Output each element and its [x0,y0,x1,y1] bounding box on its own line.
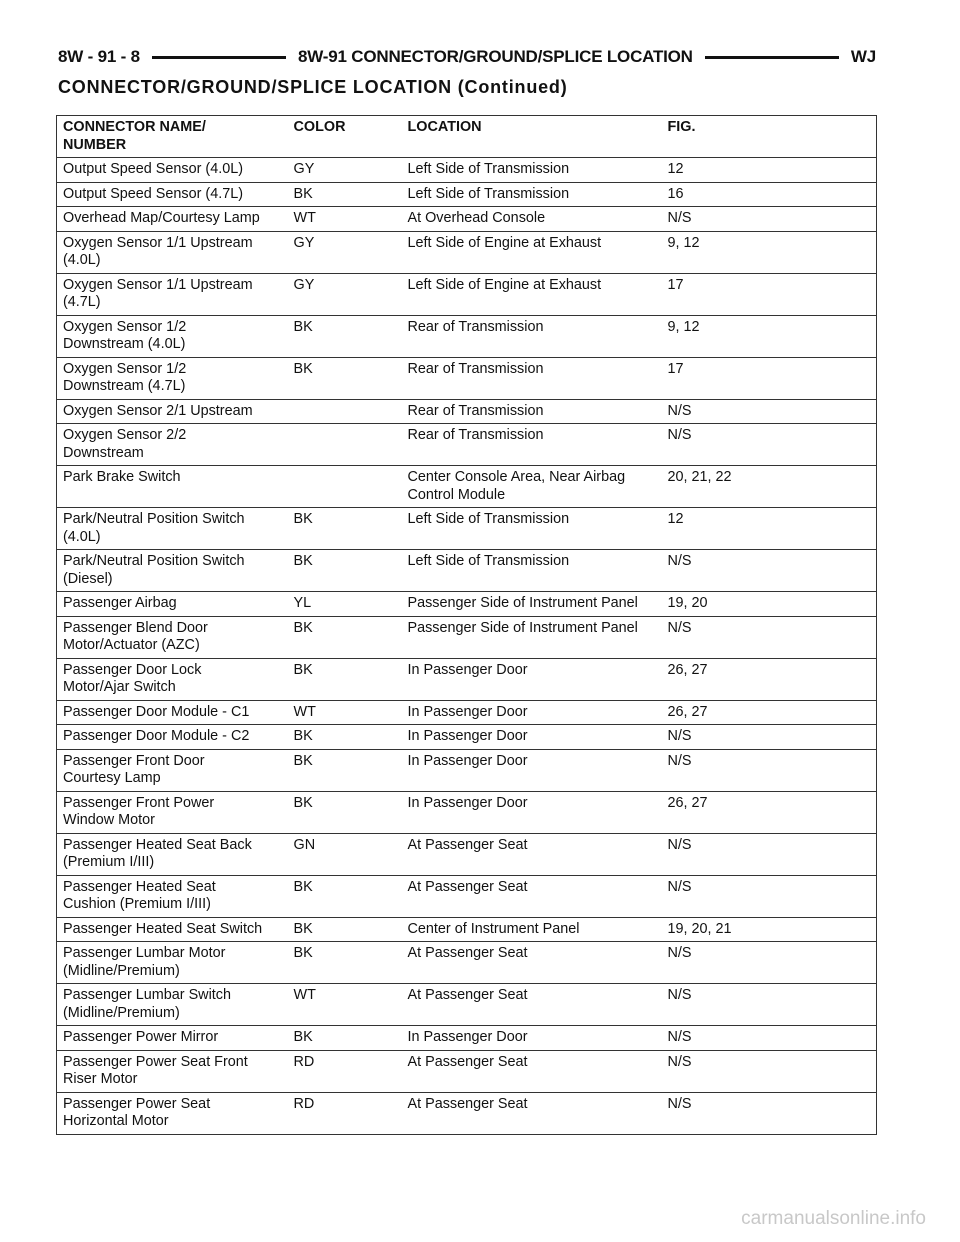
connector-name-cell: Overhead Map/Courtesy Lamp [57,207,288,232]
location-cell: In Passenger Door [402,749,662,791]
location-cell: Left Side of Engine at Exhaust [402,231,662,273]
location-cell: At Passenger Seat [402,1050,662,1092]
fig-cell: 20, 21, 22 [662,466,877,508]
location-cell: Left Side of Engine at Exhaust [402,273,662,315]
color-cell [288,424,402,466]
color-cell: BK [288,550,402,592]
page-header [58,44,876,70]
fig-cell: 12 [662,158,877,183]
fig-cell: N/S [662,749,877,791]
color-cell: BK [288,942,402,984]
connector-name-cell: Passenger Power Mirror [57,1026,288,1051]
color-cell [288,466,402,508]
connector-name-cell: Passenger Lumbar Switch (Midline/Premium) [57,984,288,1026]
table-row [57,231,877,273]
fig-cell: N/S [662,550,877,592]
fig-cell: 19, 20, 21 [662,917,877,942]
table-row [57,550,877,592]
column-header-color: COLOR [288,116,402,158]
location-cell: Center of Instrument Panel [402,917,662,942]
location-cell: At Passenger Seat [402,984,662,1026]
table-row [57,875,877,917]
connector-name-cell: Passenger Power Seat Front Riser Motor [57,1050,288,1092]
connector-name-cell: Passenger Door Lock Motor/Ajar Switch [57,658,288,700]
location-cell: Left Side of Transmission [402,182,662,207]
table-row [57,616,877,658]
table-row [57,424,877,466]
connector-name-cell: Oxygen Sensor 1/2 Downstream (4.0L) [57,315,288,357]
color-cell: BK [288,749,402,791]
location-cell: Left Side of Transmission [402,158,662,183]
table-head [57,116,877,158]
color-cell: WT [288,207,402,232]
connector-name-cell: Passenger Door Module - C1 [57,700,288,725]
table-row [57,725,877,750]
color-cell: BK [288,658,402,700]
connector-name-cell: Oxygen Sensor 1/1 Upstream (4.7L) [57,273,288,315]
color-cell: GN [288,833,402,875]
fig-cell: N/S [662,984,877,1026]
column-header-connector-name: CONNECTOR NAME/ NUMBER [57,116,288,158]
section-title: CONNECTOR/GROUND/SPLICE LOCATION (Continued) [58,77,568,97]
color-cell: BK [288,508,402,550]
color-cell: GY [288,231,402,273]
fig-cell: N/S [662,1026,877,1051]
fig-cell: N/S [662,942,877,984]
location-cell: Rear of Transmission [402,399,662,424]
location-cell: In Passenger Door [402,658,662,700]
table-row [57,158,877,183]
connector-name-cell: Passenger Front Door Courtesy Lamp [57,749,288,791]
column-header-fig: FIG. [662,116,877,158]
connector-name-cell: Passenger Heated Seat Switch [57,917,288,942]
location-cell: In Passenger Door [402,725,662,750]
fig-cell: 26, 27 [662,791,877,833]
location-cell: At Passenger Seat [402,833,662,875]
model-code: WJ [850,47,877,66]
watermark: carmanualsonline.info [741,1208,926,1229]
table-body [57,158,877,1135]
connector-name-cell: Passenger Heated Seat Cushion (Premium I/III) [57,875,288,917]
table-row [57,466,877,508]
connector-name-cell: Oxygen Sensor 2/2 Downstream [57,424,288,466]
location-cell: At Passenger Seat [402,942,662,984]
fig-cell: 9, 12 [662,231,877,273]
fig-cell: 26, 27 [662,658,877,700]
color-cell: BK [288,725,402,750]
color-cell: GY [288,158,402,183]
fig-cell: N/S [662,1092,877,1134]
location-cell: Passenger Side of Instrument Panel [402,592,662,617]
fig-cell: 17 [662,357,877,399]
table-header-row [57,116,877,158]
location-cell: At Passenger Seat [402,1092,662,1134]
table-row [57,833,877,875]
color-cell: BK [288,791,402,833]
location-cell: Rear of Transmission [402,315,662,357]
table-row [57,357,877,399]
table-row [57,592,877,617]
fig-cell: N/S [662,1050,877,1092]
fig-cell: 16 [662,182,877,207]
connector-name-cell: Passenger Front Power Window Motor [57,791,288,833]
location-cell: Left Side of Transmission [402,550,662,592]
color-cell: RD [288,1050,402,1092]
location-cell: At Overhead Console [402,207,662,232]
color-cell: BK [288,357,402,399]
fig-cell: N/S [662,833,877,875]
connector-name-cell: Passenger Airbag [57,592,288,617]
color-cell: RD [288,1092,402,1134]
header-title: 8W-91 CONNECTOR/GROUND/SPLICE LOCATION [298,47,693,66]
connector-name-cell: Oxygen Sensor 1/2 Downstream (4.7L) [57,357,288,399]
color-cell: BK [288,616,402,658]
fig-cell: 12 [662,508,877,550]
table-row [57,749,877,791]
table-row [57,273,877,315]
connector-name-cell: Park/Neutral Position Switch (4.0L) [57,508,288,550]
fig-cell: N/S [662,424,877,466]
header-rule-left [152,56,286,59]
location-cell: Passenger Side of Instrument Panel [402,616,662,658]
table-row [57,508,877,550]
connector-name-cell: Park Brake Switch [57,466,288,508]
fig-cell: N/S [662,616,877,658]
connector-name-cell: Park/Neutral Position Switch (Diesel) [57,550,288,592]
location-cell: Left Side of Transmission [402,508,662,550]
table-row [57,917,877,942]
color-cell: BK [288,917,402,942]
table-row [57,399,877,424]
connector-name-cell: Passenger Heated Seat Back (Premium I/III) [57,833,288,875]
header-rule-right [705,56,839,59]
location-cell: In Passenger Door [402,791,662,833]
location-cell: In Passenger Door [402,1026,662,1051]
fig-cell: N/S [662,725,877,750]
column-header-location: LOCATION [402,116,662,158]
table-row [57,942,877,984]
fig-cell: N/S [662,399,877,424]
connector-name-cell: Passenger Blend Door Motor/Actuator (AZC) [57,616,288,658]
fig-cell: 9, 12 [662,315,877,357]
table-row [57,1092,877,1134]
connector-name-cell: Output Speed Sensor (4.7L) [57,182,288,207]
location-cell: At Passenger Seat [402,875,662,917]
table-row [57,984,877,1026]
connector-name-cell: Passenger Lumbar Motor (Midline/Premium) [57,942,288,984]
connector-name-cell: Passenger Door Module - C2 [57,725,288,750]
fig-cell: 17 [662,273,877,315]
table-row [57,791,877,833]
connector-name-cell: Passenger Power Seat Horizontal Motor [57,1092,288,1134]
fig-cell: N/S [662,875,877,917]
fig-cell: 26, 27 [662,700,877,725]
color-cell: BK [288,1026,402,1051]
color-cell: GY [288,273,402,315]
color-cell: WT [288,984,402,1026]
table-row [57,207,877,232]
connector-name-cell: Oxygen Sensor 1/1 Upstream (4.0L) [57,231,288,273]
fig-cell: 19, 20 [662,592,877,617]
color-cell: BK [288,315,402,357]
page-number: 8W - 91 - 8 [58,47,140,66]
color-cell: YL [288,592,402,617]
location-cell: Center Console Area, Near Airbag Control Module [402,466,662,508]
connector-name-cell: Output Speed Sensor (4.0L) [57,158,288,183]
color-cell [288,399,402,424]
location-cell: Rear of Transmission [402,357,662,399]
table-row [57,315,877,357]
color-cell: BK [288,182,402,207]
location-cell: In Passenger Door [402,700,662,725]
table-row [57,658,877,700]
table-row [57,1026,877,1051]
table-row [57,700,877,725]
connector-name-cell: Oxygen Sensor 2/1 Upstream [57,399,288,424]
table-row [57,1050,877,1092]
location-cell: Rear of Transmission [402,424,662,466]
table-row [57,182,877,207]
color-cell: WT [288,700,402,725]
connector-table [56,115,877,1135]
fig-cell: N/S [662,207,877,232]
color-cell: BK [288,875,402,917]
